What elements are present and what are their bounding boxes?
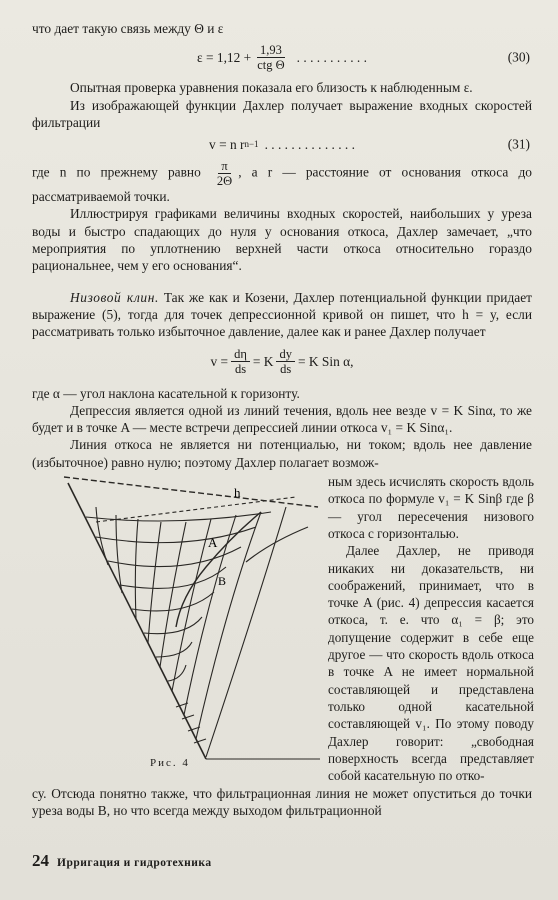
paragraph-velocity: Из изображающей функции Дахлер получает выражение входных скоростей фильтрации bbox=[32, 97, 532, 130]
paragraph-lower-wedge bbox=[32, 289, 532, 341]
formula-32-tail: = K Sin α, bbox=[297, 353, 354, 369]
figure-section bbox=[32, 473, 534, 784]
pi-over-2theta bbox=[214, 159, 235, 188]
formula-32-d2: ds bbox=[280, 362, 292, 377]
formula-31-exponent: n−1 bbox=[244, 138, 259, 149]
formula-30-fraction bbox=[254, 43, 287, 72]
formula-32-frac1 bbox=[231, 347, 250, 376]
section-heading-lower-wedge: Низовой клин. bbox=[70, 289, 159, 305]
paragraph-conclusion: су. Отсюда понятно также, что фильтрационная линия не может опуститься до точки уреза воды B, но что всегда между выходом фильтрационной bbox=[32, 786, 532, 819]
paragraph-where-n bbox=[32, 159, 532, 205]
journal-title: Ирригация и гидротехника bbox=[57, 857, 212, 869]
formula-31-number: (31) bbox=[507, 136, 530, 152]
formula-30-denominator: ctg Θ bbox=[257, 57, 285, 72]
paragraph-illustrating: Иллюстрируя графиками величины входных скоростей, наибольших у уреза воды и быстро спадающих до нуля у основания откоса, Дахлер замечает, „что мероприятия по уплотнению верхней части откоса относительно гораздо рациональнее, чем у его основания“. bbox=[32, 206, 532, 274]
formula-30 bbox=[32, 39, 532, 75]
figure-caption: Рис. 4 bbox=[150, 757, 190, 770]
figure-label-a: A bbox=[208, 535, 218, 551]
formula-32-k: = K bbox=[252, 353, 274, 369]
paragraph-test: Опытная проверка уравнения показала его близость к наблюденным ε. bbox=[70, 80, 473, 96]
formula-31-dots: . . . . . . . . . . . . . . bbox=[264, 136, 355, 152]
formula-30-numerator: 1,93 bbox=[257, 43, 285, 58]
formula-32-n1: dη bbox=[231, 347, 250, 362]
formula-32-frac2 bbox=[276, 347, 295, 376]
pi-denominator: 2Θ bbox=[216, 174, 233, 189]
formula-30-number: (30) bbox=[507, 49, 530, 65]
paragraph-depression: Депрессия является одной из линий течения, вдоль нее везде v = K Sinα, то же будет и в точке A — месте встречи депрессией линии откоса v₁ = K Sinα₁. bbox=[32, 402, 532, 436]
formula-31-expr: v = n r bbox=[209, 136, 245, 152]
paragraph-alpha: где α — угол наклона касательной к горизонту. bbox=[32, 385, 300, 401]
formula-31 bbox=[32, 133, 532, 155]
side-column bbox=[328, 473, 534, 784]
side-paragraph-1: ным здесь исчислять скорость вдоль откоса по формуле v₁ = K Sinβ где β — угол пересечения низового откоса с горизонталью. bbox=[328, 474, 534, 541]
paragraph-lower-wedge-text: Так же как и Козени, Дахлер потенциальной функции придает выражение (5), тогда для точек депрессионной кривой он пишет, что h = y, если рассматривать только избыточное давление, далее как и ранее Дахлер получает bbox=[32, 289, 532, 340]
paragraph-intro: что дает такую связь между Θ и ε bbox=[32, 21, 224, 36]
paragraph-slope-line: Линия откоса не является ни потенциалью, ни током; вдоль нее давление (избыточное) равно нулю; поэтому Дахлер полагает возмож- bbox=[32, 437, 532, 470]
paragraph-where-n-b: , а r — расстояние от основания откоса до рассматриваемой точки. bbox=[32, 164, 532, 205]
formula-32 bbox=[32, 343, 532, 381]
paragraph-where-n-a: где n по прежнему равно bbox=[32, 164, 201, 180]
formula-30-dots: . . . . . . . . . . . bbox=[296, 49, 367, 65]
page-footer bbox=[32, 852, 532, 872]
formula-32-v: v = bbox=[210, 353, 229, 369]
formula-32-n2: dy bbox=[276, 347, 295, 362]
figure-label-b: B bbox=[218, 574, 227, 589]
formula-30-lhs: ε = 1,12 + bbox=[197, 49, 252, 65]
side-paragraph-2: Далее Дахлер, не приводя никаких ни доказательств, ни соображений, принимает, что в точке A (рис. 4) депрессия касается откоса, т. е. что α₁ = β; это допущение содержит в себе еще другое — что скорость вдоль откоса в точке A не имеет нормальной составляющей и представлена только одной касательной составляющей v₁. По этому поводу Дахлер говорит: „свободная поверхность всегда представляет собой касательную по отко- bbox=[328, 543, 534, 784]
figure-label-h: h bbox=[234, 485, 241, 501]
formula-32-d1: ds bbox=[234, 362, 247, 377]
figure-4-flow-net bbox=[56, 467, 326, 767]
pi-numerator: π bbox=[218, 159, 230, 174]
page-number: 24 bbox=[32, 851, 49, 870]
